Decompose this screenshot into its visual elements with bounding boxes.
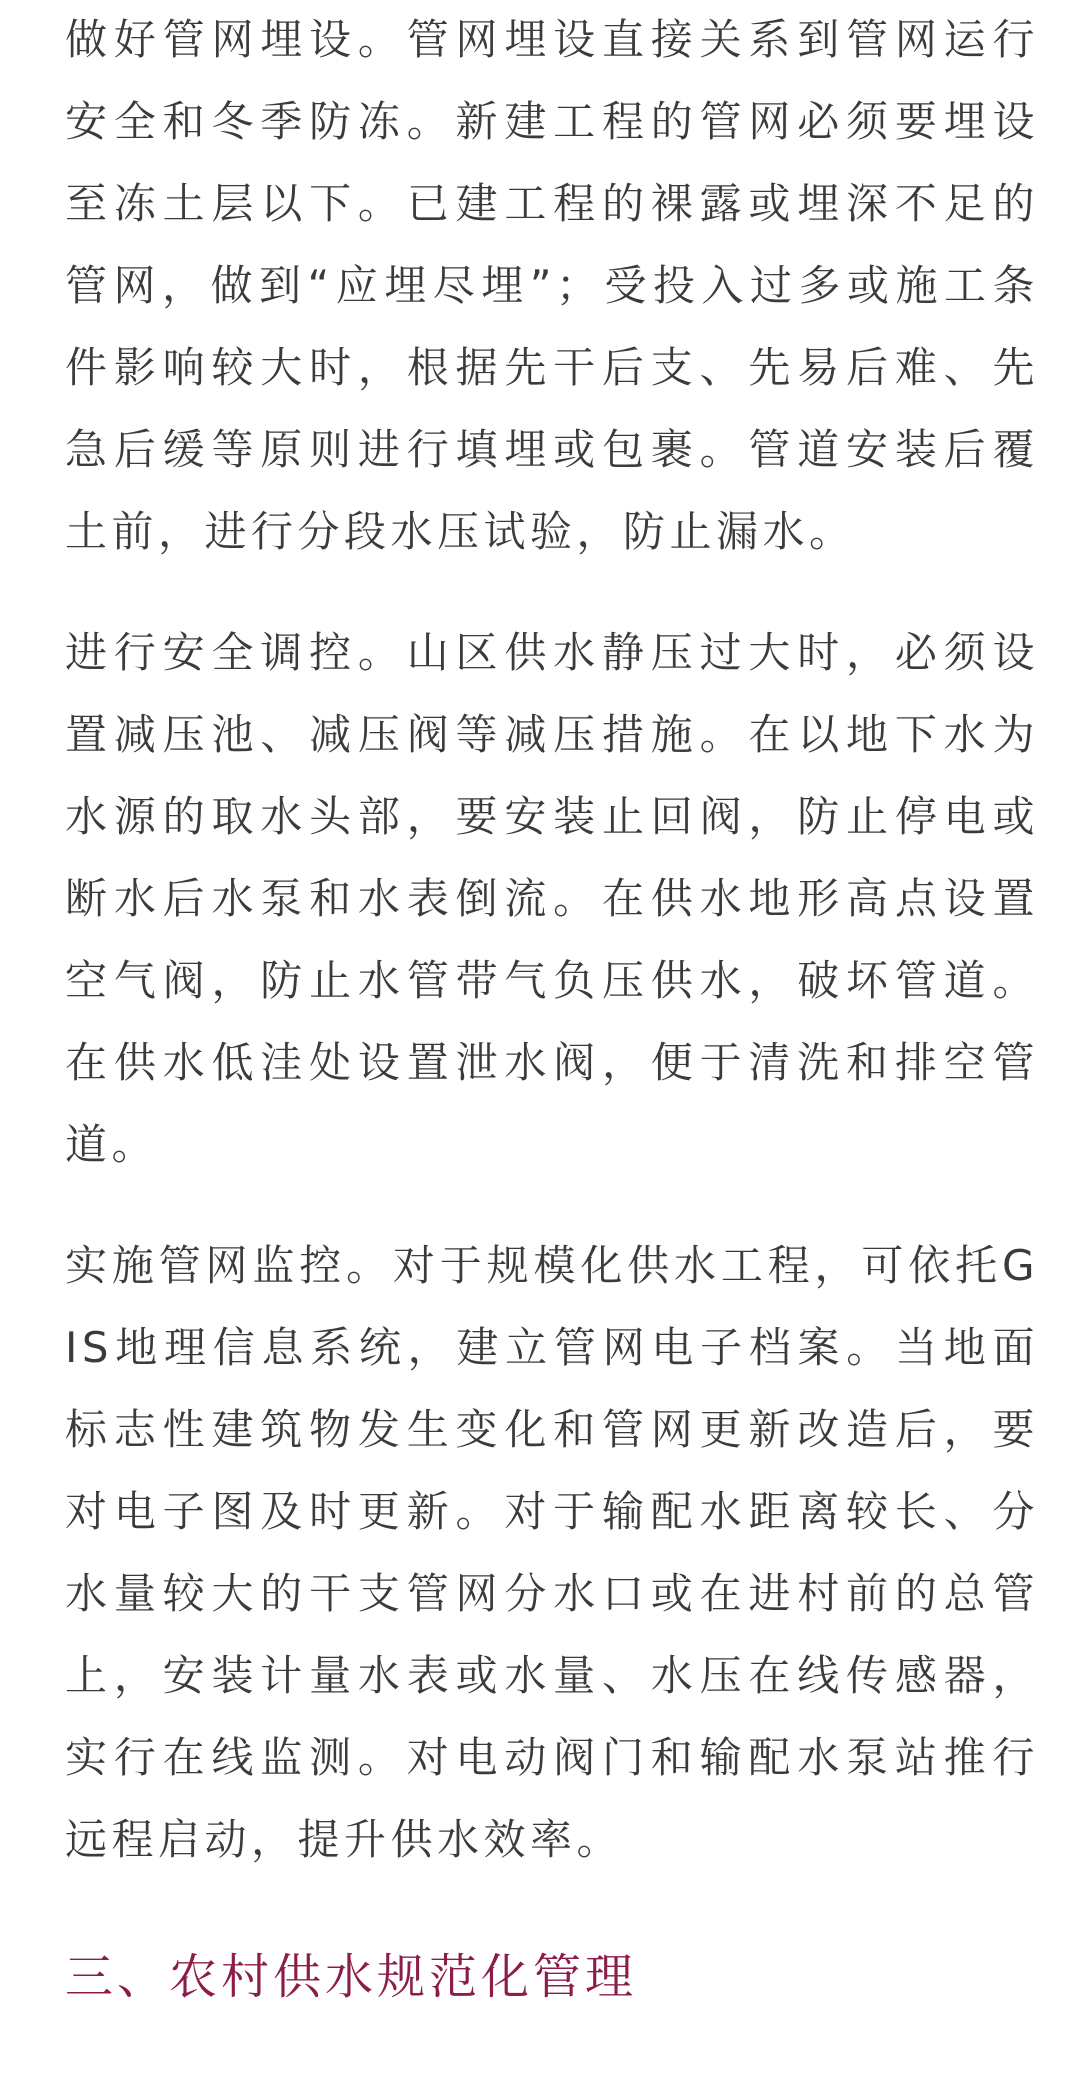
section-heading: 三、农村供水规范化管理	[65, 1949, 638, 2005]
paragraph-safety-control: 进行安全调控。山区供水静压过大时，必须设置减压池、减压阀等减压措施。在以地下水为水源的取水头部，要安装止回阀，防止停电或断水后水泵和水表倒流。在供水地形高点设置空气阀，防止水管带气负压供水，破坏管道。在供水低洼处设置泄水阀，便于清洗和排空管道。	[65, 628, 1039, 1169]
paragraph-network-monitoring: 实施管网监控。对于规模化供水工程，可依托GIS地理信息系统，建立管网电子档案。当地面标志性建筑物发生变化和管网更新改造后，要对电子图及时更新。对于输配水距离较长、分水量较大的干支管网分水口或在进村前的总管上，安装计量水表或水量、水压在线传感器，实行在线监测。对电动阀门和输配水泵站推行远程启动，提升供水效率。	[65, 1241, 1039, 1864]
paragraph-pipe-burial: 做好管网埋设。管网埋设直接关系到管网运行安全和冬季防冻。新建工程的管网必须要埋设至冻土层以下。已建工程的裸露或埋深不足的管网，做到“应埋尽埋”；受投入过多或施工条件影响较大时，根据先干后支、先易后难、先急后缓等原则进行填埋或包裹。管道安装后覆土前，进行分段水压试验，防止漏水。	[65, 15, 1039, 556]
